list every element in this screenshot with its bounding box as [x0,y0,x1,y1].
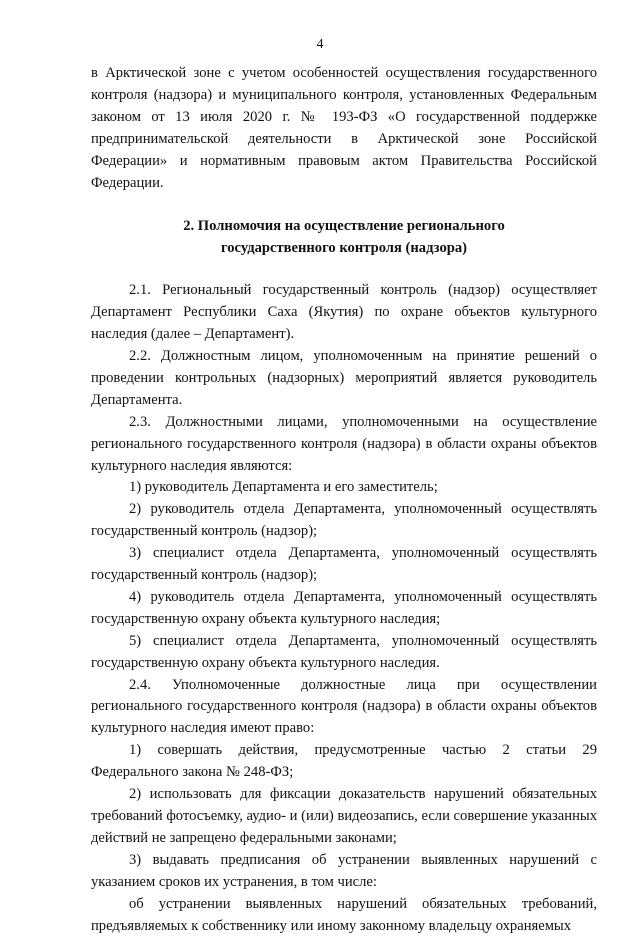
section-heading-line-1: 2. Полномочия на осуществление регионального [183,218,505,235]
paragraph-2-2: 2.2. Должностным лицом, уполномоченным на принятие решений о проведении контрольных (надзорных) мероприятий является руководитель Департамента. [91,347,597,408]
page-number: 4 [316,37,324,52]
list-item-2-4-2: 2) использовать для фиксации доказательств нарушений обязательных требований фотосъемку, аудио- и (или) видеозапись, если совершение указанных действий не запрещено федеральными законами; [91,786,597,846]
section-heading [91,216,597,260]
list-item-2-4-3: 3) выдавать предписания об устранении выявленных нарушений с указанием сроков их устранения, в том числе: [91,851,597,890]
list-item-2-3-3: 3) специалист отдела Департамента, уполномоченный осуществлять государственный контроль (надзор); [91,545,597,584]
intro-paragraph: в Арктической зоне с учетом особенностей осуществления государственного контроля (надзора) и муниципального контроля, установленных Федеральным законом от 13 июля 2020 г. № 193-ФЗ «О государственной поддержке предпринимательской деятельности в Арктической зоне Российской Федерации» и нормативным правовым актом Правительства Российской Федерации. [91,65,597,191]
list-item-2-4-1: 1) совершать действия, предусмотренные частью 2 статьи 29 Федерального закона № 248-ФЗ; [91,742,597,781]
section-heading-line-2: государственного контроля (надзора) [220,240,468,257]
sub-item-paragraph: об устранении выявленных нарушений обязательных требований, предъявляемых к собственнику или иному законному владельцу охраняемых [91,895,597,934]
document-body [91,63,597,937]
list-item-2-3-4: 4) руководитель отдела Департамента, уполномоченный осуществлять государственную охрану объекта культурного наследия; [91,588,597,627]
paragraph-2-1: 2.1. Региональный государственный контроль (надзор) осуществляет Департамент Республики Саха (Якутия) по охране объектов культурного наследия (далее – Департамент). [91,282,597,343]
list-item-2-3-5: 5) специалист отдела Департамента, уполномоченный осуществлять государственную охрану объекта культурного наследия. [91,632,597,671]
list-item-2-3-1: 1) руководитель Департамента и его заместитель; [129,479,438,496]
paragraph-2-3: 2.3. Должностными лицами, уполномоченными на осуществление регионального государственного контроля (надзора) в области охраны объектов культурного наследия являются: [91,413,597,474]
list-item-2-3-2: 2) руководитель отдела Департамента, уполномоченный осуществлять государственный контроль (надзор); [91,501,597,540]
paragraph-2-4: 2.4. Уполномоченные должностные лица при осуществлении регионального государственного контроля (надзора) в области охраны объектов культурного наследия имеют право: [91,676,597,737]
